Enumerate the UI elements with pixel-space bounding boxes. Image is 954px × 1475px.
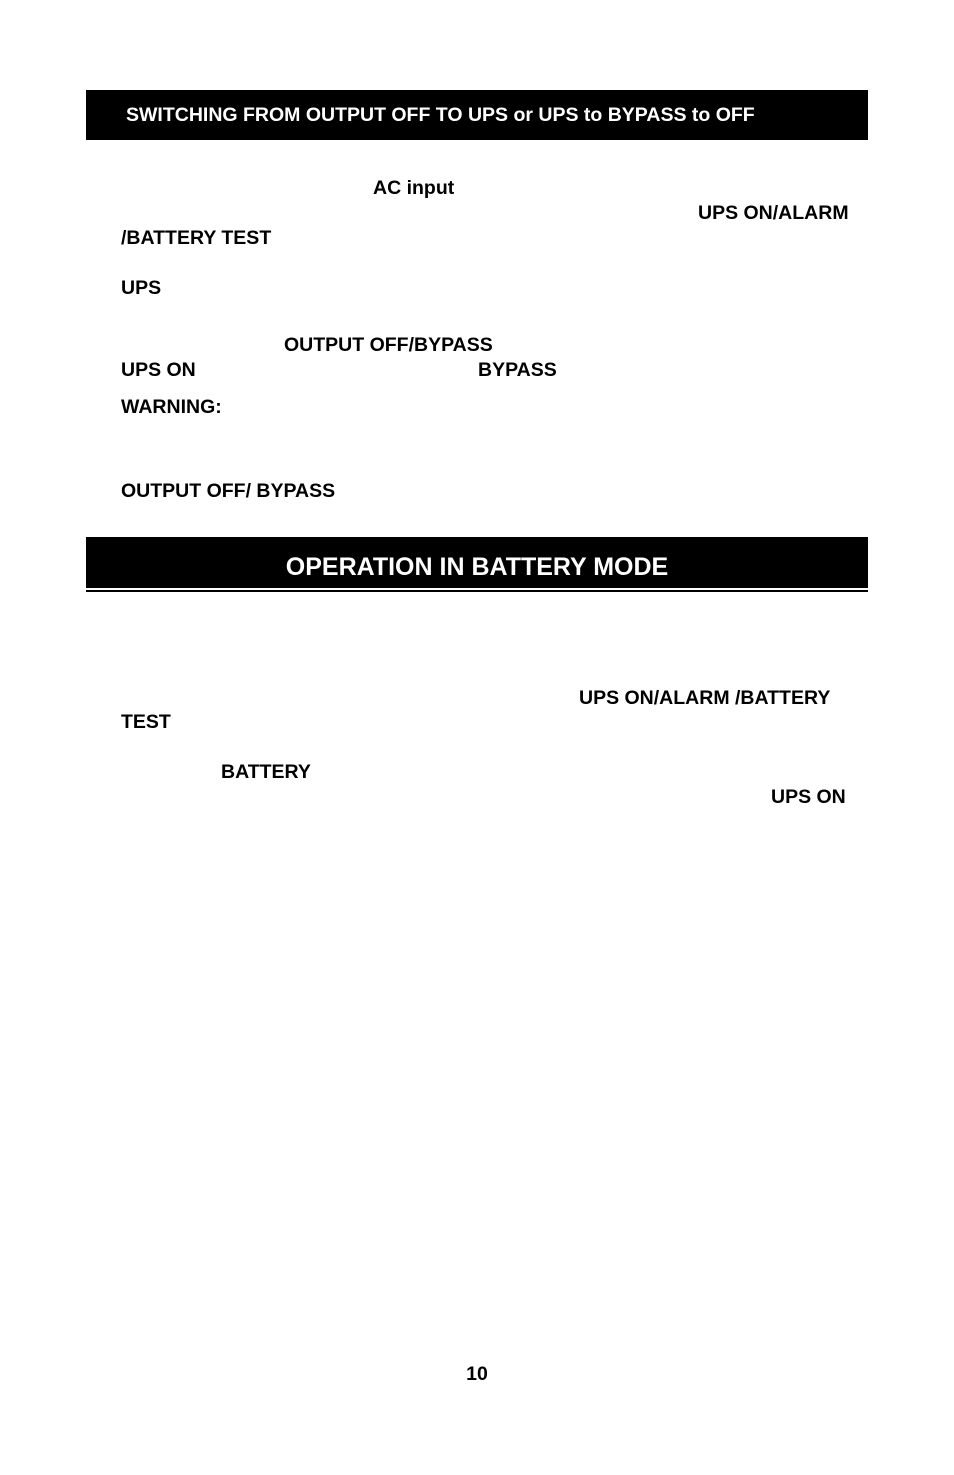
label-test: TEST [121,711,171,733]
section-heading-battery-mode: OPERATION IN BATTERY MODE [86,537,868,590]
label-ups-on-alarm-battery: UPS ON/ALARM /BATTERY [579,687,831,709]
label-warning: WARNING: [121,396,222,418]
label-battery-test: /BATTERY TEST [121,227,272,249]
label-ups-on: UPS ON [121,359,196,381]
label-bypass: BYPASS [478,359,557,381]
label-ups: UPS [121,277,162,299]
label-ups-on-2: UPS ON [771,786,846,808]
section-heading-switching: SWITCHING FROM OUTPUT OFF TO UPS or UPS to BYPASS to OFF [86,90,868,140]
label-output-off-bypass-2: OUTPUT OFF/ BYPASS [121,480,336,502]
label-ups-on-alarm: UPS ON/ALARM [698,202,849,224]
label-ac-input: AC input [373,177,455,199]
label-battery: BATTERY [221,761,311,783]
heading-underline [86,590,868,592]
page-number: 10 [466,1363,488,1385]
label-output-off-bypass: OUTPUT OFF/BYPASS [284,334,493,356]
